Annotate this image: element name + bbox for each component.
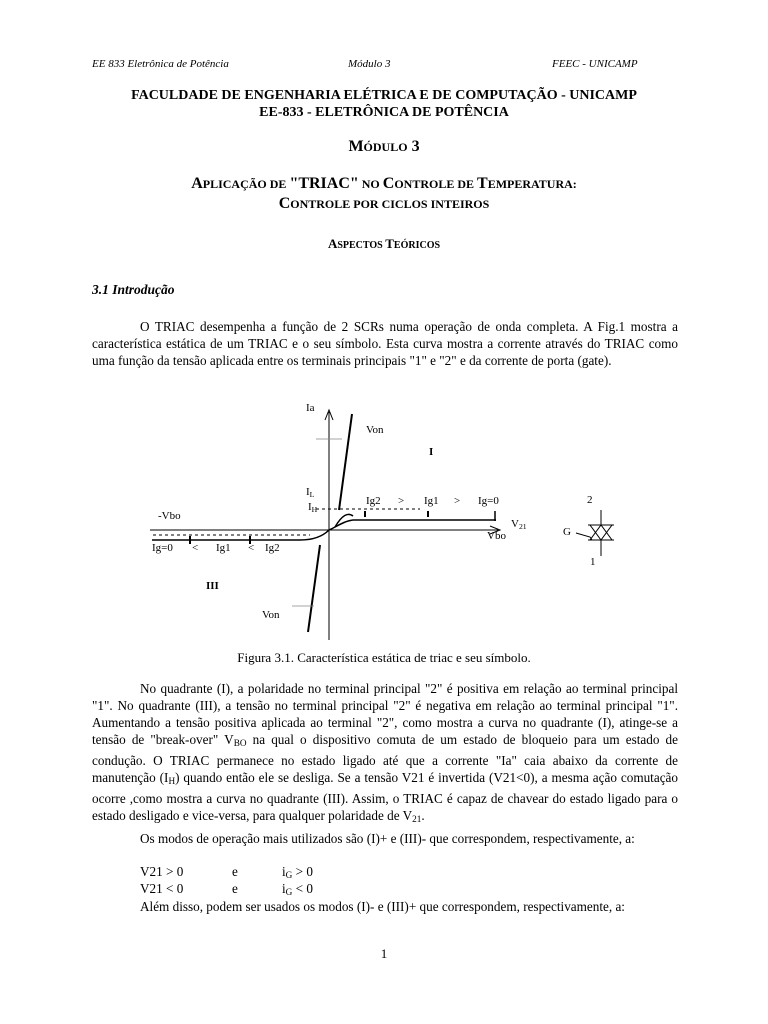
extra-modes-paragraph	[92, 898, 678, 915]
eq1-rest: > 0	[292, 864, 313, 879]
p2-text-c: ) quando então ele se desliga. Se a tensão V21 é invertida (V21<0), a mesma ação comutação ocorre ,como mostra a curva no quadrante (III). Assim, o TRIAC é capaz de chavear do estado ligado para o estado desligado e vice-versa, para qualquer polaridade de V	[92, 770, 678, 823]
subtitle-part-f: ONTROLE DE	[394, 177, 478, 191]
label-gt-1: >	[398, 495, 405, 507]
label-ig1-pos: Ig1	[424, 495, 439, 507]
subtitle-triac: "TRIAC"	[289, 175, 359, 192]
label-ig0-pos: Ig=0	[478, 495, 499, 507]
page-number: 1	[380, 946, 388, 961]
header-institution: FEEC - UNICAMP	[552, 58, 638, 70]
p2-sub-21: 21	[412, 814, 422, 824]
label-neg-vbo: -Vbo	[158, 510, 181, 522]
label-ih-main: I	[308, 501, 312, 513]
p2-text-b: na qual o dispositivo comuta de um estado de bloqueio para um estado de condução. O TRIAC permanece no estado ligado até que a corrente "Ia" caia abaixo da corrente de manutenção (I	[92, 732, 678, 785]
p2-sub-h: H	[168, 776, 176, 786]
section-heading: 3.1 Introdução	[92, 282, 175, 297]
aspects-cap-a: A	[327, 236, 338, 251]
label-quadrant-1: I	[429, 446, 434, 458]
label-lt-1: <	[192, 542, 199, 554]
eq1-mid: e	[232, 864, 238, 879]
modes-paragraph-text: Os modos de operação mais utilizados são (I)+ e (III)- que correspondem, respectivamente, a:	[140, 831, 635, 846]
label-il	[306, 486, 314, 499]
header-course: EE 833 Eletrônica de Potência	[92, 58, 229, 70]
eq1-sub-g: G	[285, 870, 293, 880]
module-title-number: 3	[407, 138, 420, 155]
aspects-part-b: SPECTOS	[337, 240, 386, 251]
label-ig2-neg: Ig2	[265, 542, 280, 554]
subtitle-cap-a: A	[191, 175, 203, 192]
label-il-sub: L	[309, 490, 315, 499]
aspects-part-d: EÓRICOS	[393, 240, 441, 251]
module-title-initial: M	[348, 138, 364, 155]
subtitle-cap-g: T	[477, 175, 488, 192]
eq2-sub-g: G	[285, 887, 293, 897]
quadrant-paragraph	[92, 680, 678, 828]
intro-paragraph-text: O TRIAC desempenha a função de 2 SCRs numa operação de onda completa. A Fig.1 mostra a característica estática de um TRIAC e o seu símbolo. Esta curva mostra a corrente através do TRIAC como uma função da tensão aplicada entre os terminais principais "1" e "2" e da corrente de porta (gate).	[92, 319, 678, 368]
label-ig2-pos: Ig2	[366, 495, 381, 507]
curve-q1-ig0	[329, 520, 496, 530]
eq1-right	[282, 864, 313, 880]
p2-text-d: .	[421, 808, 425, 823]
label-gt-2: >	[454, 495, 461, 507]
eq1-i: i	[282, 864, 286, 879]
label-ih-sub: H	[311, 505, 318, 514]
label-von-bottom: Von	[262, 609, 280, 621]
eq2-i: i	[282, 881, 286, 896]
label-pos-vbo: Vbo	[487, 530, 506, 542]
label-terminal-2: 2	[587, 494, 593, 506]
eq1-left: V21 > 0	[140, 864, 184, 879]
subtitle2-cap: C	[278, 195, 291, 212]
header-module: Módulo 3	[348, 58, 391, 70]
symbol-gate-lead	[576, 533, 592, 540]
course-title: EE-833 - ELETRÔNICA DE POTÊNCIA	[259, 105, 509, 120]
modes-paragraph	[92, 830, 678, 847]
label-ih	[308, 501, 317, 514]
curve-q3-on-state	[308, 545, 320, 632]
module-title-rest: ÓDULO	[363, 140, 408, 154]
subtitle-cap-e: C	[382, 175, 395, 192]
symbol-triangle-up	[590, 525, 612, 540]
label-il-main: I	[306, 486, 310, 498]
label-gate: G	[563, 526, 571, 538]
figure-caption: Figura 3.1. Característica estática de triac e seu símbolo.	[237, 650, 531, 665]
label-v21-sub: 21	[518, 522, 527, 531]
label-ig1-neg: Ig1	[216, 542, 231, 554]
label-ia: Ia	[306, 402, 315, 414]
eq2-mid: e	[232, 881, 238, 896]
curve-q1-on-state	[339, 414, 352, 510]
eq2-right	[282, 881, 313, 897]
subtitle-part-b: PLICAÇÃO DE	[202, 177, 290, 191]
symbol-triangle-down	[590, 525, 612, 540]
subtitle-part-d: NO	[358, 177, 383, 191]
extra-modes-text: Além disso, podem ser usados os modos (I)- e (III)+ que correspondem, respectivamente, a:	[140, 899, 625, 914]
label-lt-2: <	[248, 542, 255, 554]
aspects-cap-c: T	[385, 236, 394, 251]
faculty-title: FACULDADE DE ENGENHARIA ELÉTRICA E DE COMPUTAÇÃO - UNICAMP	[131, 88, 637, 103]
label-terminal-1: 1	[590, 556, 596, 568]
subtitle2-rest: ONTROLE POR CICLOS INTEIROS	[290, 197, 490, 211]
subtitle-part-h: EMPERATURA:	[487, 177, 577, 191]
eq2-rest: < 0	[292, 881, 313, 896]
label-ig0-neg: Ig=0	[152, 542, 173, 554]
p2-text-a: No quadrante (I), a polaridade no terminal principal "2" é positiva em relação ao terminal principal "1". No quadrante (III), a tensão no terminal principal "2" é negativa em relação ao terminal principal "1". Aumentando a tensão positiva aplicada ao terminal "2", como mostra a curva no quadrante (I), atinge-se a tensão de "break-over" V	[92, 681, 678, 747]
p2-sub-bo: BO	[233, 738, 247, 748]
label-quadrant-3: III	[206, 580, 219, 592]
label-v21-main: V	[511, 518, 519, 530]
label-v21	[511, 518, 527, 531]
label-von-top: Von	[366, 424, 384, 436]
eq2-left: V21 < 0	[140, 881, 184, 896]
